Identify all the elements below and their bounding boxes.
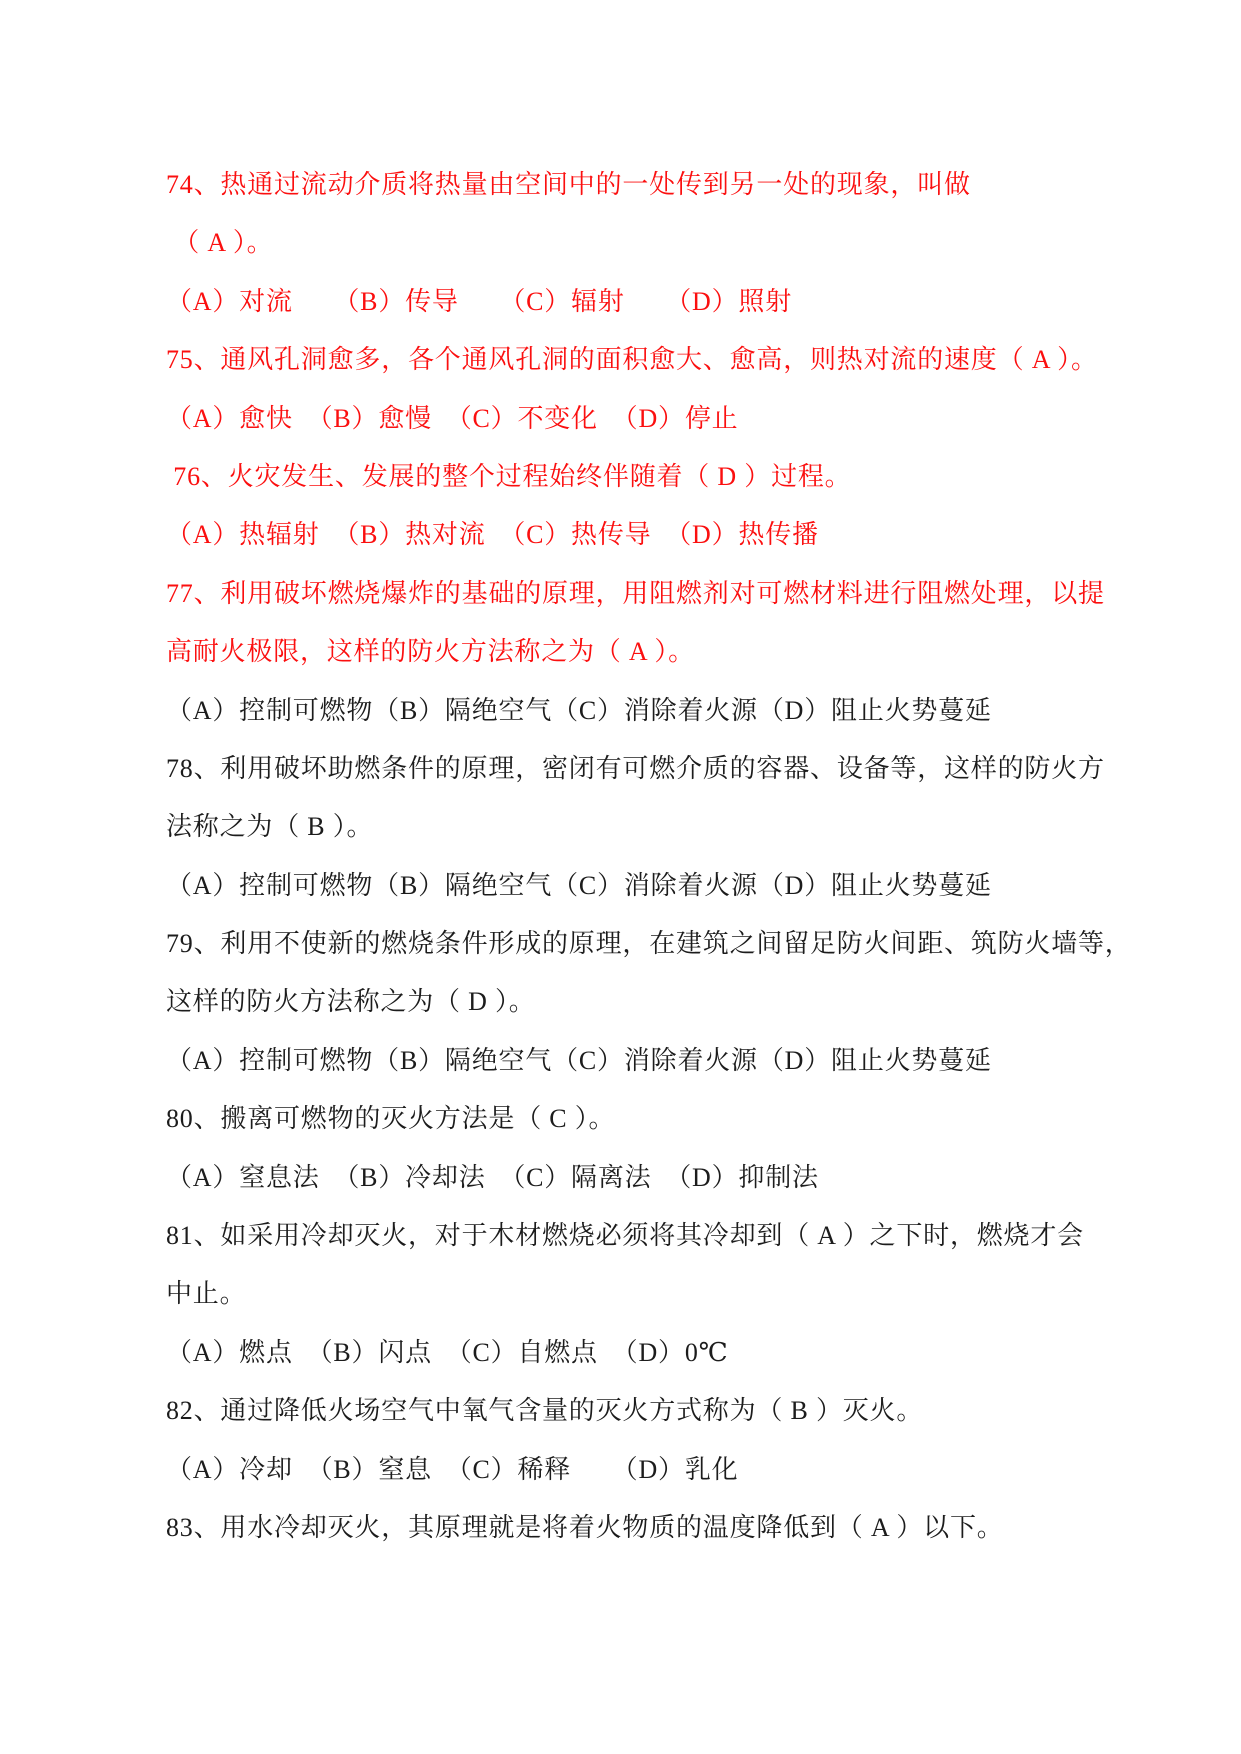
question-81-line-2: 中止。 [166, 1279, 247, 1309]
question-79-line-3: （A）控制可燃物（B）隔绝空气（C）消除着火源（D）阻止火势蔓延 [166, 1045, 992, 1075]
question-78-line-3: （A）控制可燃物（B）隔绝空气（C）消除着火源（D）阻止火势蔓延 [166, 870, 992, 900]
question-75-line-2: （A）愈快 （B）愈慢 （C）不变化 （D）停止 [166, 403, 739, 433]
question-76-line-2: （A）热辐射 （B）热对流 （C）热传导 （D）热传播 [166, 520, 819, 550]
question-79-line-1: 79、利用不使新的燃烧条件形成的原理，在建筑之间留足防火间距、筑防火墙等， [166, 929, 1132, 959]
question-81-line-1: 81、如采用冷却灭火，对于木材燃烧必须将其冷却到（ A ）之下时，燃烧才会 [166, 1221, 1084, 1251]
question-80-line-1: 80、搬离可燃物的灭火方法是（ C ）。 [166, 1104, 616, 1134]
question-74-line-1: 74、热通过流动介质将热量由空间中的一处传到另一处的现象，叫做 [166, 170, 971, 199]
question-82-line-1: 82、通过降低火场空气中氧气含量的灭火方式称为（ B ）灭火。 [166, 1396, 924, 1426]
question-81-line-3: （A）燃点 （B）闪点 （C）自燃点 （D）0℃ [166, 1337, 729, 1367]
question-77-line-1: 77、利用破坏燃烧爆炸的基础的原理，用阻燃剂对可燃材料进行阻燃处理，以提 [166, 578, 1105, 608]
question-78-line-1: 78、利用破坏助燃条件的原理，密闭有可燃介质的容器、设备等，这样的防火方 [166, 753, 1105, 783]
question-74-line-3: （A）对流 （B）传导 （C）辐射 （D）照射 [166, 286, 793, 316]
question-78-line-2: 法称之为（ B ）。 [166, 812, 374, 842]
question-82-line-2: （A）冷却 （B）窒息 （C）稀释 （D）乳化 [166, 1454, 739, 1484]
question-79-line-2: 这样的防火方法称之为（ D ）。 [166, 987, 536, 1017]
question-83-line-1: 83、用水冷却灭火，其原理就是将着火物质的温度降低到（ A ）以下。 [166, 1512, 1004, 1542]
question-80-line-2: （A）窒息法 （B）冷却法 （C）隔离法 （D）抑制法 [166, 1162, 819, 1192]
question-list [166, 156, 1176, 1557]
question-76-line-1: 76、火灾发生、发展的整个过程始终伴随着（ D ）过程。 [166, 461, 852, 491]
question-75-line-1: 75、通风孔洞愈多，各个通风孔洞的面积愈大、愈高，则热对流的速度（ A ）。 [166, 345, 1098, 375]
question-74-line-2: （ A ）。 [166, 228, 274, 258]
question-77-line-2: 高耐火极限，这样的防火方法称之为（ A ）。 [166, 637, 695, 667]
question-77-line-3: （A）控制可燃物（B）隔绝空气（C）消除着火源（D）阻止火势蔓延 [166, 695, 992, 725]
